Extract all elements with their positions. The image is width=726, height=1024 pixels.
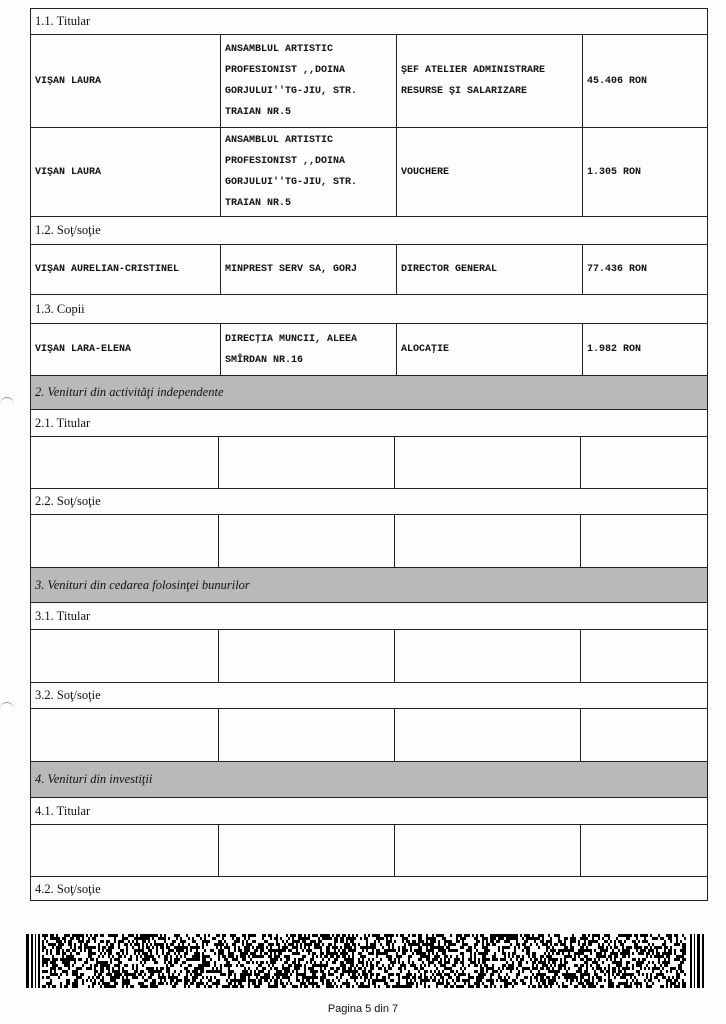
amount-cell: 45.406 RON (587, 75, 648, 87)
table-row (31, 245, 707, 295)
source-cell: MINPREST SERV SA, GORJ (221, 245, 397, 294)
beneficiary-cell: VIŞAN LAURA (31, 35, 221, 127)
service-cell: ALOCAŢIE (397, 324, 583, 375)
empty-row (31, 515, 707, 568)
source-cell: DIRECŢIA MUNCII, ALEEA SMÎRDAN NR.16 (221, 324, 397, 375)
barcode-image (26, 934, 704, 988)
beneficiary-cell: VIŞAN AURELIAN-CRISTINEL (31, 245, 221, 294)
amount-cell: 77.436 RON (587, 264, 648, 275)
income-table (30, 8, 708, 901)
service-cell: VOUCHERE (397, 128, 583, 216)
empty-row (31, 630, 707, 683)
punch-hole (0, 702, 14, 717)
section-header: 2.2. Soţ/soţie (31, 489, 707, 515)
section-header: 1.2. Soţ/soţie (31, 217, 707, 245)
source-cell: ANSAMBLUL ARTISTIC PROFESIONIST ,,DOINA GORJULUI''TG-JIU, STR. TRAIAN NR.5 (221, 35, 397, 127)
section-header: 3.1. Titular (31, 603, 707, 630)
empty-row (31, 437, 707, 489)
section-header: 3.2. Soţ/soţie (31, 683, 707, 709)
section-header: 1.1. Titular (31, 9, 707, 35)
section-banner: 3. Venituri din cedarea folosinţei bunurilor (31, 568, 707, 603)
service-cell: DIRECTOR GENERAL (397, 245, 583, 294)
page-number: Pagina 5 din 7 (327, 1003, 399, 1015)
punch-hole (0, 397, 14, 412)
amount-cell: 1.305 RON (587, 166, 642, 178)
section-header: 4.2. Soţ/soţie (35, 881, 101, 896)
table-row (31, 128, 707, 217)
table-row (31, 35, 707, 128)
beneficiary-cell: VIŞAN LARA-ELENA (31, 324, 221, 375)
amount-cell: 1.982 RON (587, 344, 642, 355)
empty-row (31, 709, 707, 762)
source-cell: ANSAMBLUL ARTISTIC PROFESIONIST ,,DOINA GORJULUI''TG-JIU, STR. TRAIAN NR.5 (221, 128, 397, 216)
empty-row (31, 825, 707, 877)
section-header: 2.1. Titular (31, 410, 707, 437)
section-banner: 2. Venituri din activităţi independente (31, 376, 707, 410)
beneficiary-cell: VIŞAN LAURA (31, 128, 221, 216)
table-row (31, 324, 707, 376)
service-cell: ŞEF ATELIER ADMINISTRARE RESURSE ŞI SALARIZARE (397, 35, 583, 127)
section-banner: 4. Venituri din investiţii (31, 762, 707, 798)
section-header: 4.1. Titular (31, 798, 707, 825)
section-header: 1.3. Copii (31, 295, 707, 324)
